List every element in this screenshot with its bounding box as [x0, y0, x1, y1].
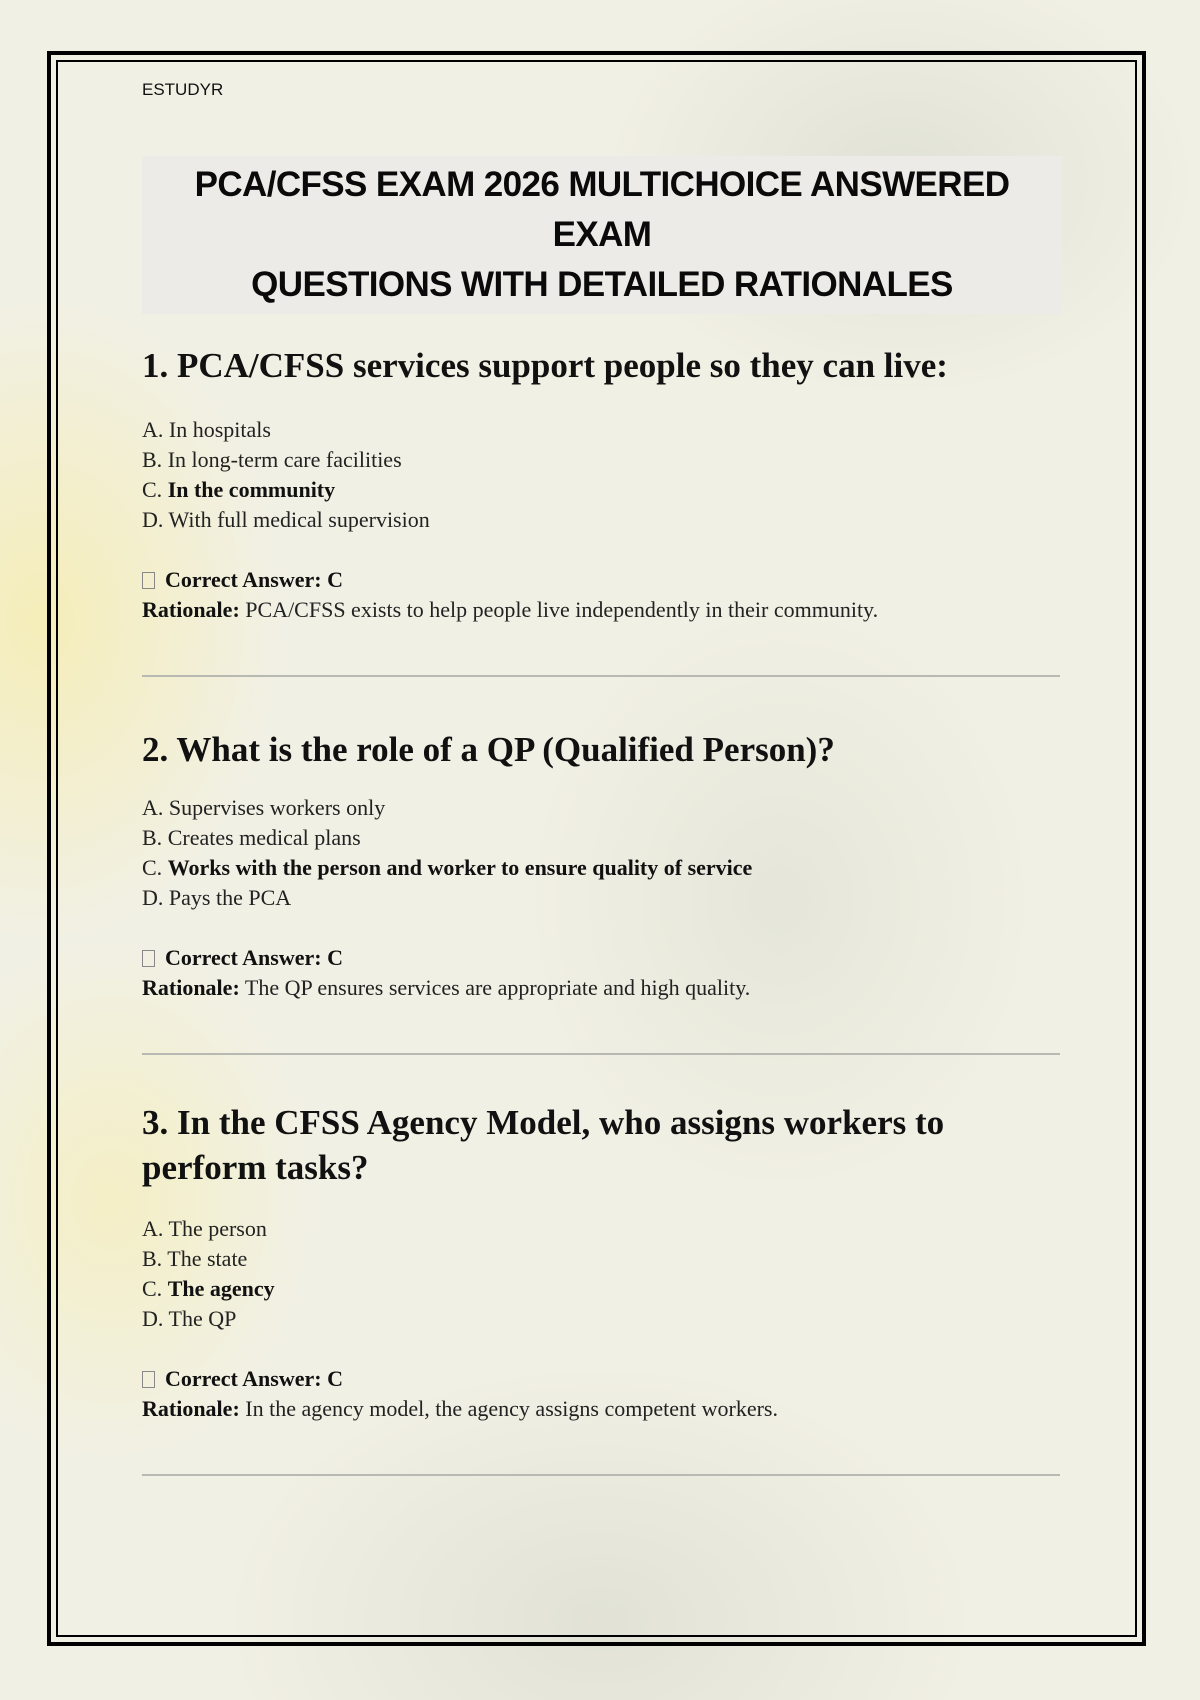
question-heading-line-2: perform tasks? [142, 1148, 369, 1187]
option-d: D. The QP [142, 1306, 237, 1331]
option-a: A. Supervises workers only [142, 795, 386, 820]
brand-label: ESTUDYR [142, 80, 224, 99]
section-divider [142, 675, 1060, 677]
correct-answer: Correct Answer: C [142, 943, 1062, 973]
answer-block [142, 565, 1062, 625]
option-b: B. Creates medical plans [142, 825, 361, 850]
checkbox-glyph-icon [142, 1371, 155, 1388]
option-c-correct: C. Works with the person and worker to ensure quality of service [142, 855, 753, 880]
option-b: B. The state [142, 1246, 248, 1271]
question-3 [142, 1100, 1062, 1476]
rationale: Rationale: PCA/CFSS exists to help people live independently in their community. [142, 597, 879, 622]
question-heading: 2. What is the role of a QP (Qualified Person)? [142, 730, 835, 769]
answer-block [142, 943, 1062, 1003]
correct-answer: Correct Answer: C [142, 565, 1062, 595]
rationale: Rationale: In the agency model, the agency assigns competent workers. [142, 1396, 778, 1421]
option-a: A. The person [142, 1216, 267, 1241]
title-line-2: QUESTIONS WITH DETAILED RATIONALES [251, 265, 953, 304]
title-line-1: PCA/CFSS EXAM 2026 MULTICHOICE ANSWERED EXAM [194, 165, 1010, 254]
question-2 [142, 727, 1062, 1055]
rationale: Rationale: The QP ensures services are appropriate and high quality. [142, 975, 751, 1000]
options-list [142, 415, 1062, 535]
options-list [142, 793, 1062, 913]
question-heading: 1. PCA/CFSS services support people so they can live: [142, 346, 948, 385]
question-heading [142, 1100, 1062, 1190]
answer-block [142, 1364, 1062, 1424]
document-title [142, 156, 1062, 314]
section-divider [142, 1474, 1060, 1476]
option-c-correct: C. The agency [142, 1276, 275, 1301]
option-c-correct: C. In the community [142, 477, 336, 502]
document-content [142, 78, 1062, 1476]
section-divider [142, 1053, 1060, 1055]
question-1 [142, 343, 1062, 677]
checkbox-glyph-icon [142, 572, 155, 589]
option-b: B. In long-term care facilities [142, 447, 402, 472]
question-heading-line-1: 3. In the CFSS Agency Model, who assigns workers to [142, 1103, 945, 1142]
checkbox-glyph-icon [142, 950, 155, 967]
option-d: D. With full medical supervision [142, 507, 430, 532]
option-a: A. In hospitals [142, 417, 271, 442]
options-list [142, 1214, 1062, 1334]
correct-answer: Correct Answer: C [142, 1364, 1062, 1394]
option-d: D. Pays the PCA [142, 885, 292, 910]
